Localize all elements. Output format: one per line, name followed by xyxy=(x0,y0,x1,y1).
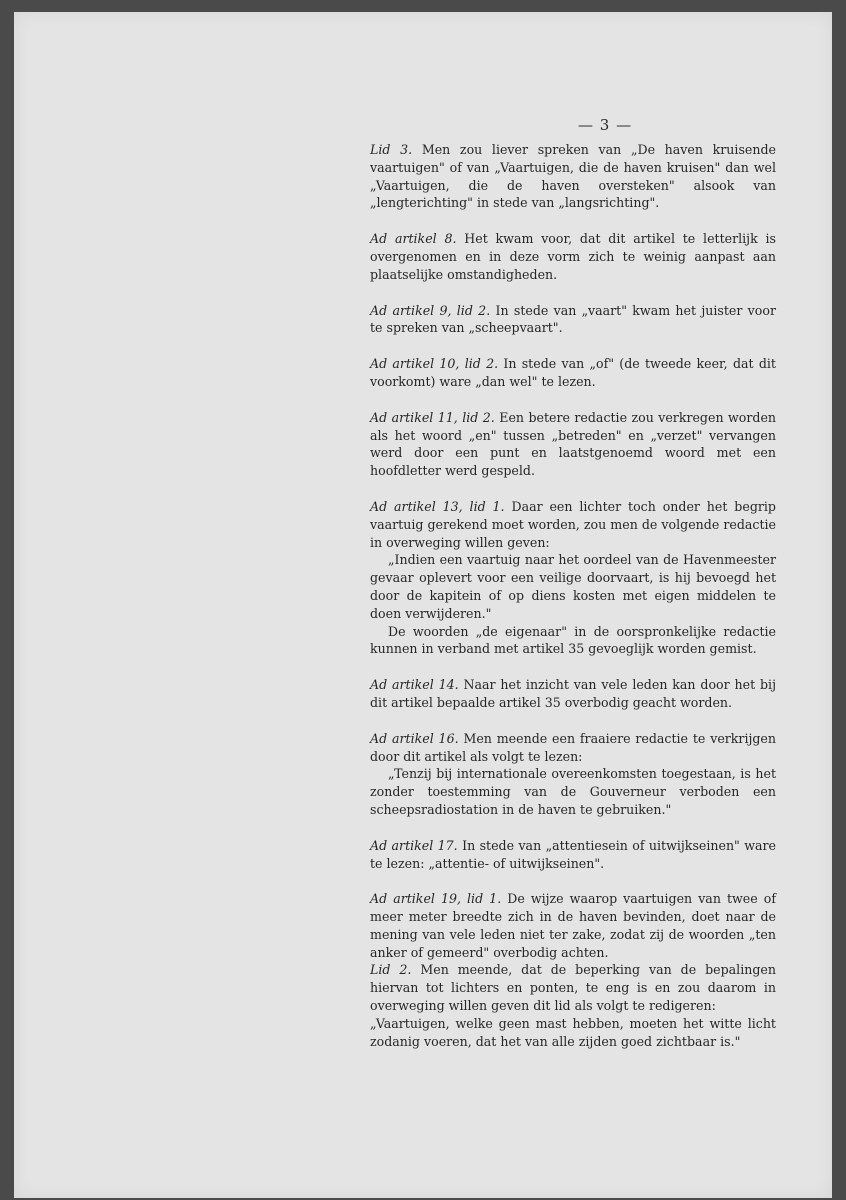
paragraph-artikel-19-lid-2 xyxy=(370,961,776,1014)
paragraph-label: Ad artikel 13, lid 1. xyxy=(370,498,505,514)
paragraph-artikel-11 xyxy=(370,409,776,480)
page-number: — 3 — xyxy=(578,116,633,134)
paragraph-text: Het kwam voor, dat dit artikel te letterlijk is overgenomen en in deze vorm zich te weinig aanpast aan plaatselijke omstandigheden. xyxy=(370,231,776,282)
paragraph-artikel-16 xyxy=(370,730,776,766)
quote-artikel-19: „Vaartuigen, welke geen mast hebben, moeten het witte licht zodanig voeren, dat het van alle zijden goed zichtbaar is." xyxy=(370,1015,776,1049)
paragraph-text: De wijze waarop vaartuigen van twee of meer meter breedte zich in de haven bevinden, doet naar de mening van vele leden niet ter zake, zodat zij de woorden „ten anker of gemeerd" overbodig achten. xyxy=(370,891,776,960)
paragraph-text: Daar een lichter toch onder het begrip vaartuig gerekend moet worden, zou men de volgende redactie in overweging willen geven: xyxy=(370,498,776,550)
paragraph-label: Ad artikel 11, lid 2. xyxy=(370,409,495,425)
note-artikel-13: De woorden „de eigenaar" in de oorspronkelijke redactie kunnen in verband met artikel 35 gevoeglijk worden gemist. xyxy=(370,623,776,657)
document-body xyxy=(370,141,776,1050)
paragraph-label: Ad artikel 14. xyxy=(370,677,459,693)
paragraph-text: Men meende, dat de beperking van de bepalingen hiervan tot lichters en ponten, te eng is en zou daarom in overweging willen geven dit lid als volgt te redigeren: xyxy=(370,962,776,1014)
paragraph-artikel-13 xyxy=(370,498,776,551)
paragraph-text: In stede van „of" (de tweede keer, dat dit voorkomt) ware „dan wel" te lezen. xyxy=(370,356,776,389)
paragraph-label: Lid 3. xyxy=(370,142,413,157)
paragraph-artikel-14 xyxy=(370,676,776,712)
quote-artikel-16: „Tenzij bij internationale overeenkomsten toegestaan, is het zonder toestemming van de Gouverneur verboden een scheepsradiostation in de haven te gebruiken." xyxy=(370,766,776,817)
paragraph-label: Ad artikel 19, lid 1. xyxy=(370,891,502,907)
paragraph-label: Ad artikel 16. xyxy=(370,730,459,746)
quote-artikel-13: „Indien een vaartuig naar het oordeel van de Havenmeester gevaar oplevert voor een veilige doorvaart, is hij bevoegd het door de kapitein of op diens kosten met eigen middelen te doen verwijderen." xyxy=(370,552,776,621)
paragraph-text: Men meende een fraaiere redactie te verkrijgen door dit artikel als volgt te lezen: xyxy=(370,730,776,764)
paragraph-artikel-19 xyxy=(370,890,776,961)
paragraph-label: Ad artikel 8. xyxy=(370,231,457,247)
paragraph-text: In stede van „vaart" kwam het juister voor te spreken van „scheepvaart". xyxy=(370,302,776,336)
paragraph-text: Een betere redactie zou verkregen worden als het woord „en" tussen „betreden" en „verzet" vervangen werd door een punt en laatstgenoemd woord met een hoofdletter werd gespeld. xyxy=(370,409,777,479)
paragraph-label: Ad artikel 9, lid 2. xyxy=(370,302,491,318)
paragraph-label: Lid 2. xyxy=(370,962,412,978)
paragraph-text: In stede van „attentiesein of uitwijkseinen" ware te lezen: „attentie- of uitwijkseinen". xyxy=(370,837,776,871)
paragraph-label: Ad artikel 10, lid 2. xyxy=(370,356,499,372)
paragraph-artikel-17 xyxy=(370,837,776,873)
paragraph-artikel-10 xyxy=(370,355,776,391)
paragraph-label: Ad artikel 17. xyxy=(370,837,458,853)
paragraph-artikel-8 xyxy=(370,230,776,283)
paragraph-text: Naar het inzicht van vele leden kan door het bij dit artikel bepaalde artikel 35 overbodig geacht worden. xyxy=(370,677,776,710)
paragraph-text: Men zou liever spreken van „De haven kruisende vaartuigen" of van „Vaartuigen, die de haven kruisen" dan wel „Vaartuigen, die de haven oversteken" alsook van „lengterichting" in stede van „langsrichting". xyxy=(370,142,776,211)
paragraph-lid-3 xyxy=(370,141,776,212)
paragraph-artikel-9 xyxy=(370,302,776,338)
